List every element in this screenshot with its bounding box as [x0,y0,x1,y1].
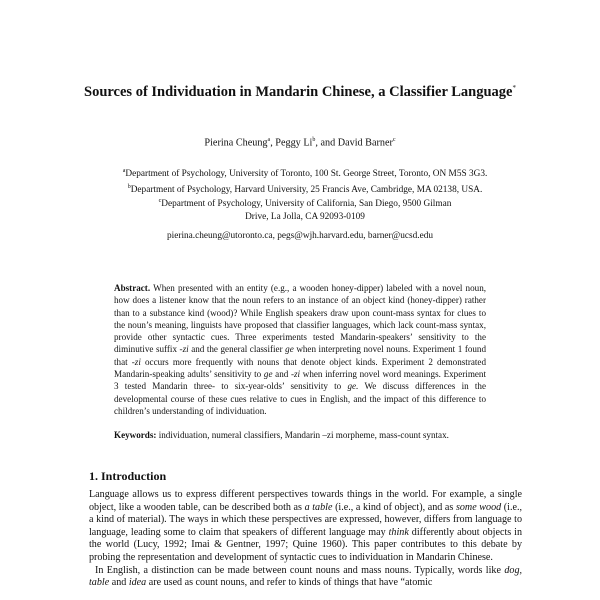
author-name: Peggy Li [275,137,313,149]
affiliation: $^c$Department of Psychology, University of California, San Diego, 9500 Gilman Drive, La Jolla, CA 92093-0109 [158,198,452,223]
author-name: Pierina Cheung [204,137,268,149]
abstract: Abstract. When presented with an entity (e.g., a wooden honey-dipper) labeled with a novel noun, how does a listener know that the noun refers to an instance of an object kind (honey-dipper) rather than to a substance kind (wood)? While English speakers draw upon count-mass syntax for clues to the noun’s meaning, linguists have proposed that classifier languages, which lack count-mass syntax, provide other syntactic cues. Three experiments tested Mandarin-speakers’ sensitivity to the diminutive suffix -zi and the general classifier ge when interpreting novel nouns. Experiment 1 found that -zi occurs more frequently with nouns that denote object kinds. Experiment 2 demonstrated Mandarin-speaking adults’ sensitivity to ge and -zi when inferring novel word meanings. Experiment 3 tested Mandarin three- to six-year-olds’ sensitivity to ge. We discuss differences in the developmental course of these cues relative to cues in English, and the impact of this difference to children’s understanding of individuation. [114,283,487,416]
author-emails: pierina.cheung@utoronto.ca, pegs@wjh.harvard.edu, barner@ucsd.edu [166,231,434,241]
authors-line: Pierina Cheung$^a$, Peggy Li$^b$, and David Barner$^c$ [204,137,396,149]
author-name: David Barner [337,137,393,149]
abstract-label: Abstract. [114,283,151,293]
affiliation: $^b$Department of Psychology, Harvard University, 25 Francis Ave, Cambridge, MA 02138, USA. [127,184,483,196]
paragraph: In English, a distinction can be made between count nouns and mass nouns. Typically, words like dog, table and idea are used as count nouns, and refer to kinds of things that have “atomic [89,564,523,589]
section-heading-introduction: 1. Introduction [89,469,167,483]
keywords-label: Keywords: [114,430,157,440]
paper-title: Sources of Individuation in Mandarin Chinese, a Classifier Language* [84,84,516,100]
paragraph: Language allows us to express different perspectives towards things in the world. For example, a single object, like a wooden table, can be described both as a table (i.e., a kind of object), and as some wood (i.e., a kind of material). The ways in which these perspectives are expressed, however, differs from language to language, leading some to claim that speakers of different language may think differently about objects in the world (Lucy, 1992; Imai & Gentner, 1997; Quine 1960). This paper contributes to this debate by probing the representation and development of syntactic cues to individuation in Mandarin Chinese. [89,489,523,563]
title-footnote-mark: * [512,84,516,93]
introduction-body [89,489,522,590]
affiliation: $^a$Department of Psychology, University of Toronto, 100 St. George Street, Toronto, ON M5S 3G3. [122,168,488,180]
keywords: Keywords: individuation, numeral classifiers, Mandarin –zi morpheme, mass-count syntax. [114,430,449,440]
